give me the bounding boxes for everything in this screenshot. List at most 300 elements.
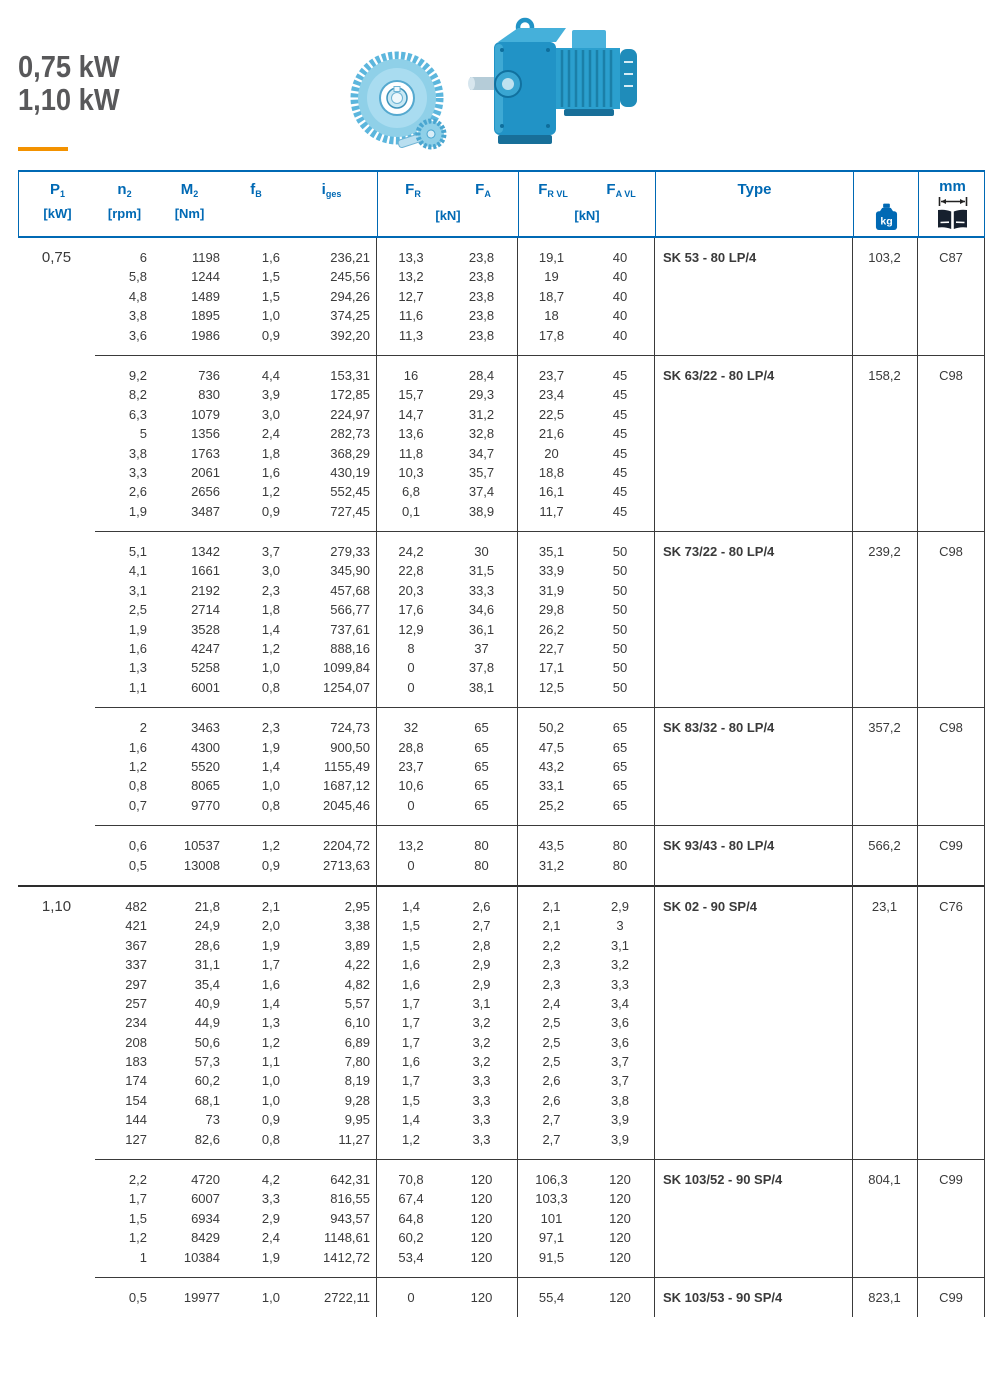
accent-rule [18,147,68,151]
cell-favl: 120 [609,1249,631,1265]
gearmotor-photo [468,14,648,152]
cell-iges: 737,61 [330,621,370,637]
cell-fb: 1,2 [261,641,280,657]
cell-n2: 5,8 [128,269,147,285]
cell-p1 [18,1013,95,1032]
table-right-border [984,238,985,1317]
cell-fa: 30 [474,544,489,560]
cell-fb: 2,9 [261,1210,280,1226]
cell-p1 [18,1091,95,1110]
cell-kg [852,600,917,619]
cell-p1 [18,1288,95,1307]
cell-type: SK 53 - 80 LP/4 [663,250,757,265]
column-divider [917,238,918,1317]
cell-frvl: 2,4 [542,995,561,1011]
cell-type [654,1209,852,1228]
cell-type [654,936,852,955]
cell-page [917,1052,985,1071]
cell-p1 [18,1248,95,1267]
cell-type [654,639,852,658]
cell-fa: 2,8 [472,937,491,953]
cell-fb: 1,0 [261,1289,280,1305]
cell-n2: 257 [125,995,147,1011]
cell-page [917,975,985,994]
cell-iges: 943,57 [330,1210,370,1226]
cell-fb: 1,6 [261,250,280,265]
cell-iges: 345,90 [330,563,370,579]
cell-iges: 2713,63 [323,857,370,873]
cell-n2: 0,6 [128,838,147,854]
cell-type [654,1013,852,1032]
cell-fa: 65 [474,720,489,736]
cell-type [654,306,852,325]
cell-favl: 120 [609,1289,631,1305]
gear-unit-block [18,238,985,355]
cell-m2: 4720 [191,1172,220,1188]
cell-fa: 120 [470,1172,493,1188]
cell-favl: 120 [609,1210,631,1226]
cell-fr: 16 [403,367,419,383]
cell-favl: 2,9 [610,898,630,914]
cell-p1 [18,1052,95,1071]
cell-favl: 50 [612,641,628,657]
cell-page: C98 [939,544,963,560]
cell-type: SK 93/43 - 80 LP/4 [663,838,775,854]
cell-m2: 2192 [191,582,220,598]
cell-fb: 1,7 [261,957,280,973]
table-row [18,718,985,737]
header-favl: $F_{A VL}$ [606,181,636,199]
table-row [18,267,985,286]
table-row [18,1071,985,1090]
cell-fb: 4,2 [261,1172,280,1188]
cell-frvl: 25,2 [538,797,565,813]
cell-fa: 37,8 [468,660,495,676]
cell-iges: 392,20 [330,327,370,343]
cell-n2: 1 [139,1249,147,1265]
cell-frvl: 106,3 [535,1172,568,1188]
table-row [18,1052,985,1071]
cell-m2: 3528 [191,621,220,637]
table-row [18,326,985,345]
header-type: Type [655,172,853,236]
cell-m2: 60,2 [194,1073,220,1089]
cell-m2: 5258 [191,660,220,676]
cell-kg [852,738,917,757]
cell-fb: 2,0 [261,918,280,934]
cell-frvl: 2,1 [542,898,561,914]
cell-n2: 297 [125,976,147,992]
cell-iges: 9,95 [344,1112,370,1128]
cell-favl: 50 [612,621,628,637]
cell-type: SK 103/52 - 90 SP/4 [663,1172,783,1188]
cell-page [917,757,985,776]
cell-n2: 1,2 [128,758,147,774]
table-row [18,561,985,580]
cell-type [654,1248,852,1267]
cell-type [654,1071,852,1090]
table-row [18,1189,985,1208]
power-label-2: 1,10 kW [18,82,120,117]
table-row [18,385,985,404]
cell-iges: 9,28 [344,1092,370,1108]
cell-fr: 20,3 [398,582,424,598]
cell-iges: 457,68 [330,582,370,598]
cell-fa: 36,1 [468,621,495,637]
cell-m2: 8429 [191,1230,220,1246]
cell-favl: 3,7 [610,1073,630,1089]
cell-frvl: 2,5 [542,1015,561,1031]
table-row [18,658,985,677]
table-row [18,1170,985,1189]
cell-fr: 1,6 [401,1054,421,1070]
cell-fa: 3,3 [472,1073,491,1089]
cell-iges: 816,55 [330,1191,370,1207]
cell-kg [852,482,917,501]
cell-p1 [18,1189,95,1208]
cell-kg [852,796,917,815]
cell-frvl: 2,5 [542,1034,561,1050]
cell-n2: 0,8 [128,778,147,794]
cell-fb: 3,3 [261,1191,280,1207]
cell-fr: 64,8 [398,1210,424,1226]
cell-page: C98 [939,367,963,383]
cell-iges: 430,19 [330,464,370,480]
cell-n2: 3,8 [128,308,147,324]
table-row [18,581,985,600]
cell-page [917,776,985,795]
cell-m2: 68,1 [194,1092,220,1108]
cell-p1 [18,542,95,561]
cell-fa: 65 [474,797,489,813]
cell-type [654,482,852,501]
cell-fa: 65 [474,739,489,755]
cell-type [654,776,852,795]
cell-fr: 0 [407,857,415,873]
cell-kg [852,444,917,463]
cell-m2: 50,6 [194,1034,220,1050]
cell-fb: 1,0 [261,778,280,794]
cell-type [654,678,852,697]
cell-m2: 1342 [191,544,220,560]
cell-fr: 28,8 [398,739,424,755]
table-row [18,738,985,757]
cell-fr: 1,5 [401,1092,421,1108]
cell-fr: 11,8 [398,445,424,461]
cell-n2: 421 [125,918,147,934]
cell-n2: 154 [125,1092,147,1108]
cell-page: C76 [939,898,963,914]
cell-frvl: 50,2 [538,720,565,736]
cell-m2: 82,6 [194,1131,220,1147]
cell-p1 [18,1130,95,1149]
cell-frvl: 19,1 [538,250,565,265]
cell-p1 [18,718,95,737]
cell-iges: 724,73 [330,720,370,736]
table-row [18,1288,985,1307]
cell-fr: 1,2 [401,1131,421,1147]
cell-kg [852,936,917,955]
cell-type [654,1110,852,1129]
cell-fb: 1,5 [261,288,280,304]
cell-p1 [18,326,95,345]
cell-kg [852,916,917,935]
table-row [18,1248,985,1267]
cell-p1 [18,1110,95,1129]
cell-frvl: 19 [544,269,559,285]
cell-fa: 120 [470,1249,493,1265]
cell-fr: 0 [407,797,415,813]
cell-frvl: 29,8 [538,602,565,618]
cell-n2: 127 [125,1131,147,1147]
cell-iges: 2,95 [344,898,370,914]
cell-p1 [18,306,95,325]
cell-n2: 9,2 [128,367,147,383]
cell-favl: 3,4 [610,995,630,1011]
cell-p1 [18,836,95,855]
gear-photo [345,50,465,154]
cell-p1 [18,678,95,697]
cell-favl: 120 [609,1172,631,1188]
cell-favl: 80 [612,838,628,854]
cell-frvl: 17,1 [538,660,565,676]
cell-p1 [18,1071,95,1090]
cell-type [654,1130,852,1149]
cell-type [654,581,852,600]
cell-type [654,916,852,935]
cell-n2: 0,7 [128,797,147,813]
cell-page [917,658,985,677]
cell-kg [852,463,917,482]
header-p1: $P_1$ [kW] [43,181,72,221]
cell-fa: 80 [474,857,489,873]
cell-n2: 3,3 [128,464,147,480]
cell-page [917,1228,985,1247]
cell-favl: 50 [612,563,628,579]
cell-fb: 2,3 [261,720,280,736]
cell-m2: 21,8 [194,898,220,914]
cell-fr: 0,1 [401,503,421,519]
cell-fr: 11,6 [398,308,424,324]
cell-fa: 3,2 [472,1054,491,1070]
cell-m2: 1986 [191,327,220,343]
cell-kg: 357,2 [868,720,901,736]
cell-favl: 3,3 [610,976,630,992]
table-row [18,1033,985,1052]
cell-fb: 1,1 [261,1054,280,1070]
table-row [18,757,985,776]
cell-kg [852,856,917,875]
cell-kg [852,1228,917,1247]
cell-n2: 174 [125,1073,147,1089]
cell-frvl: 33,1 [538,778,565,794]
header-m2: $M_2$ [Nm] [174,181,205,221]
cell-n2: 2,6 [128,484,147,500]
cell-m2: 24,9 [194,918,220,934]
cell-kg [852,502,917,521]
cell-p1: 1,10 [41,897,72,915]
cell-fb: 1,0 [261,1073,280,1089]
cell-fr: 32 [403,720,419,736]
column-divider [852,238,853,1317]
cell-fr: 13,6 [398,426,424,442]
cell-fa: 2,6 [472,898,491,914]
header-fr: $F_R$ [405,181,421,199]
cell-frvl: 26,2 [538,621,565,637]
cell-kg [852,994,917,1013]
cell-type [654,326,852,345]
cell-fb: 0,9 [261,327,280,343]
cell-frvl: 97,1 [538,1230,565,1246]
cell-fr: 14,7 [398,406,424,422]
cell-page [917,955,985,974]
cell-iges: 3,89 [344,937,370,953]
cell-n2: 2,2 [128,1172,147,1188]
cell-m2: 736 [198,367,220,383]
gear-unit-block [18,1160,985,1277]
cell-favl: 40 [612,250,628,265]
header-kn-unit-2: [kN] [574,208,600,223]
cell-frvl: 23,4 [538,387,565,403]
cell-kg [852,678,917,697]
cell-fa: 29,3 [468,387,495,403]
gear-unit-block [18,532,985,707]
cell-m2: 10537 [183,838,220,854]
header-n2: $n_2$ [rpm] [107,181,142,221]
cell-fb: 1,4 [261,621,280,637]
header-fr-fa-group [377,172,518,236]
cell-fb: 1,3 [261,1015,280,1031]
cell-fa: 2,7 [472,918,491,934]
cell-m2: 28,6 [194,937,220,953]
cell-type [654,757,852,776]
cell-n2: 2,5 [128,602,147,618]
cell-frvl: 16,1 [538,484,565,500]
cell-p1 [18,639,95,658]
cell-frvl: 2,3 [542,976,561,992]
cell-iges: 566,77 [330,602,370,618]
table-row [18,424,985,443]
cell-type [654,955,852,974]
cell-n2: 482 [125,898,147,914]
cell-fr: 13,2 [398,269,424,285]
cell-page [917,936,985,955]
cell-p1 [18,796,95,815]
cell-fa: 23,8 [468,250,495,265]
cell-kg [852,975,917,994]
cell-favl: 45 [612,484,628,500]
cell-page [917,1013,985,1032]
cell-favl: 65 [612,778,628,794]
cell-type [654,561,852,580]
cell-fa: 23,8 [468,288,495,304]
cell-page [917,600,985,619]
cell-fr: 1,7 [401,1034,421,1050]
table-row [18,482,985,501]
cell-fb: 1,5 [261,269,280,285]
cell-favl: 3,8 [610,1092,630,1108]
table-row [18,916,985,935]
table-row [18,776,985,795]
cell-iges: 4,82 [344,976,370,992]
cell-fa: 120 [470,1289,493,1305]
cell-kg: 823,1 [868,1289,901,1305]
table-row [18,639,985,658]
cell-m2: 9770 [191,797,220,813]
cell-m2: 31,1 [194,957,220,973]
cell-fr: 24,2 [398,544,424,560]
cell-fb: 3,9 [261,387,280,403]
cell-n2: 1,5 [128,1210,147,1226]
cell-fb: 1,0 [261,308,280,324]
cell-fb: 2,4 [261,426,280,442]
cell-m2: 8065 [191,778,220,794]
cell-p1 [18,738,95,757]
cell-fa: 3,1 [472,995,491,1011]
cell-favl: 120 [609,1191,631,1207]
cell-n2: 183 [125,1054,147,1070]
cell-page [917,444,985,463]
cell-kg [852,658,917,677]
cell-favl: 45 [612,406,628,422]
cell-fr: 8 [407,641,415,657]
cell-type [654,738,852,757]
cell-page [917,1091,985,1110]
cell-kg [852,955,917,974]
cell-page [917,1189,985,1208]
cell-p1 [18,287,95,306]
cell-p1 [18,424,95,443]
cell-page [917,306,985,325]
cell-fr: 1,6 [401,976,421,992]
column-divider [376,238,377,1317]
table-row [18,1013,985,1032]
cell-n2: 1,2 [128,1230,147,1246]
cell-kg [852,306,917,325]
gear-unit-block [18,1278,985,1317]
cell-m2: 3463 [191,720,220,736]
cell-page: C99 [939,838,963,854]
cell-fa: 65 [474,758,489,774]
page-title [18,50,120,116]
cell-fb: 1,6 [261,976,280,992]
cell-favl: 3,1 [610,937,630,953]
cell-p1 [18,1170,95,1189]
cell-fb: 1,9 [261,1249,280,1265]
cell-favl: 3,7 [610,1054,630,1070]
cell-type [654,1091,852,1110]
power-label-1: 0,75 kW [18,49,120,84]
table-row [18,975,985,994]
table-row [18,678,985,697]
cell-m2: 4300 [191,739,220,755]
cell-fa: 31,2 [468,406,495,422]
cell-m2: 5520 [191,758,220,774]
cell-m2: 73 [205,1112,220,1128]
cell-fb: 0,8 [261,679,280,695]
cell-favl: 50 [612,582,628,598]
cell-fr: 17,6 [398,602,424,618]
column-divider [517,238,518,1317]
cell-fb: 0,9 [261,857,280,873]
cell-frvl: 11,7 [539,503,564,519]
cell-page [917,1130,985,1149]
cell-type: SK 63/22 - 80 LP/4 [663,367,775,383]
cell-favl: 45 [612,387,628,403]
header-weight [853,172,918,236]
cell-type [654,1189,852,1208]
cell-fb: 0,8 [261,1131,280,1147]
